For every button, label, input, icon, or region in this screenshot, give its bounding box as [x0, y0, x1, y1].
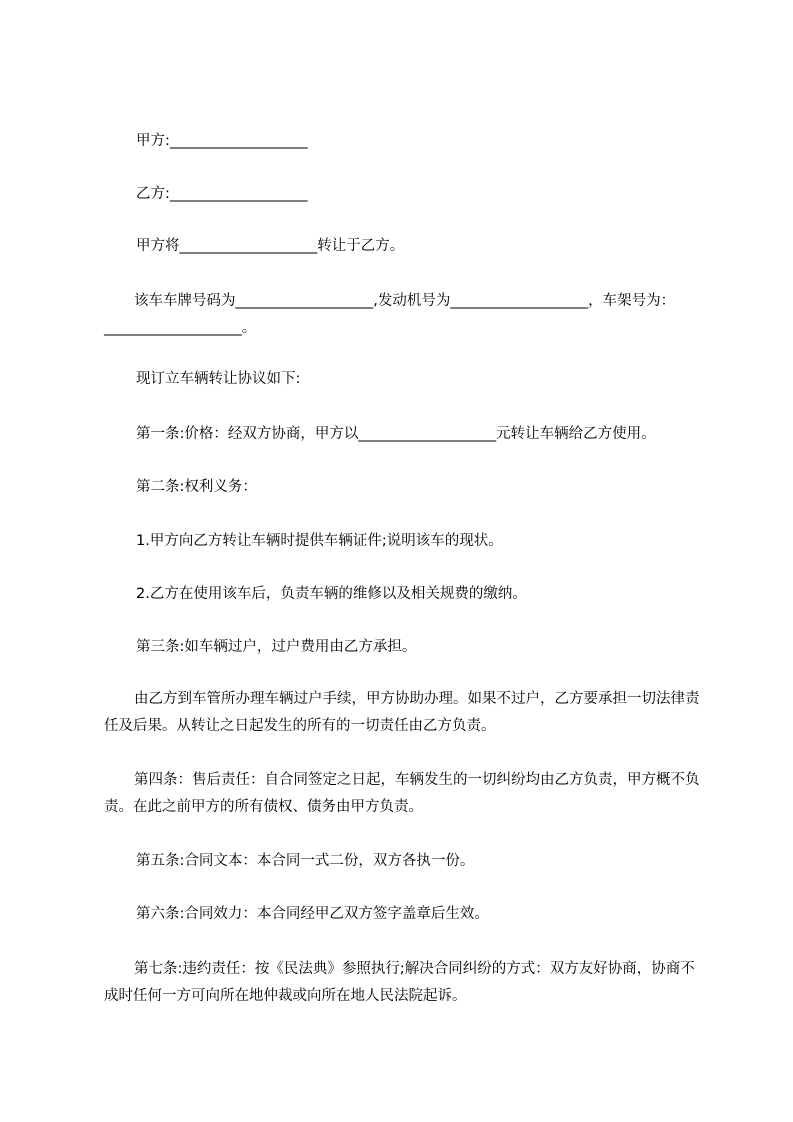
agreement-intro: 现订立车辆转让协议如下:: [136, 371, 301, 387]
article-2-item-1: 1.甲方向乙方转让车辆时提供车辆证件;说明该车的现状。: [136, 533, 503, 549]
party-b-line: 乙方:___________________: [136, 186, 308, 202]
article-5-contract-copies: 第五条:合同文本：本合同一式二份，双方各执一份。: [136, 853, 475, 869]
article-6-validity: 第六条:合同效力：本合同经甲乙双方签字盖章后生效。: [136, 906, 489, 922]
article-3-detail: 由乙方到车管所办理车辆过户手续，甲方协助办理。如果不过户，乙方要承担一切法律责任及后果。从转让之日起发生的所有的一切责任由乙方负责。: [104, 691, 700, 734]
article-2-heading: 第二条:权利义务：: [136, 479, 257, 495]
article-7-breach: 第七条:违约责任：按《民法典》参照执行;解决合同纠纷的方式：双方友好协商，协商不成时任何一方可向所在地仲裁或向所在地人民法院起诉。: [104, 961, 695, 1004]
article-2-item-2: 2.乙方在使用该车后，负责车辆的维修以及相关规费的缴纳。: [136, 586, 527, 602]
transfer-statement: 甲方将___________________转让于乙方。: [136, 238, 405, 254]
article-4-after-sales: 第四条：售后责任：自合同签定之日起，车辆发生的一切纠纷均由乙方负责，甲方概不负责。在此之前甲方的所有债权、债务由甲方负责。: [104, 772, 700, 815]
party-a-line: 甲方:___________________: [136, 133, 308, 149]
article-3-transfer-fee: 第三条:如车辆过户，过户费用由乙方承担。: [136, 639, 417, 655]
article-1-price: 第一条:价格：经双方协商，甲方以___________________元转让车辆给乙方使用。: [136, 426, 656, 442]
vehicle-identification: 该车车牌号码为___________________,发动机号为___________________，车架号为：___________________。: [104, 293, 676, 336]
